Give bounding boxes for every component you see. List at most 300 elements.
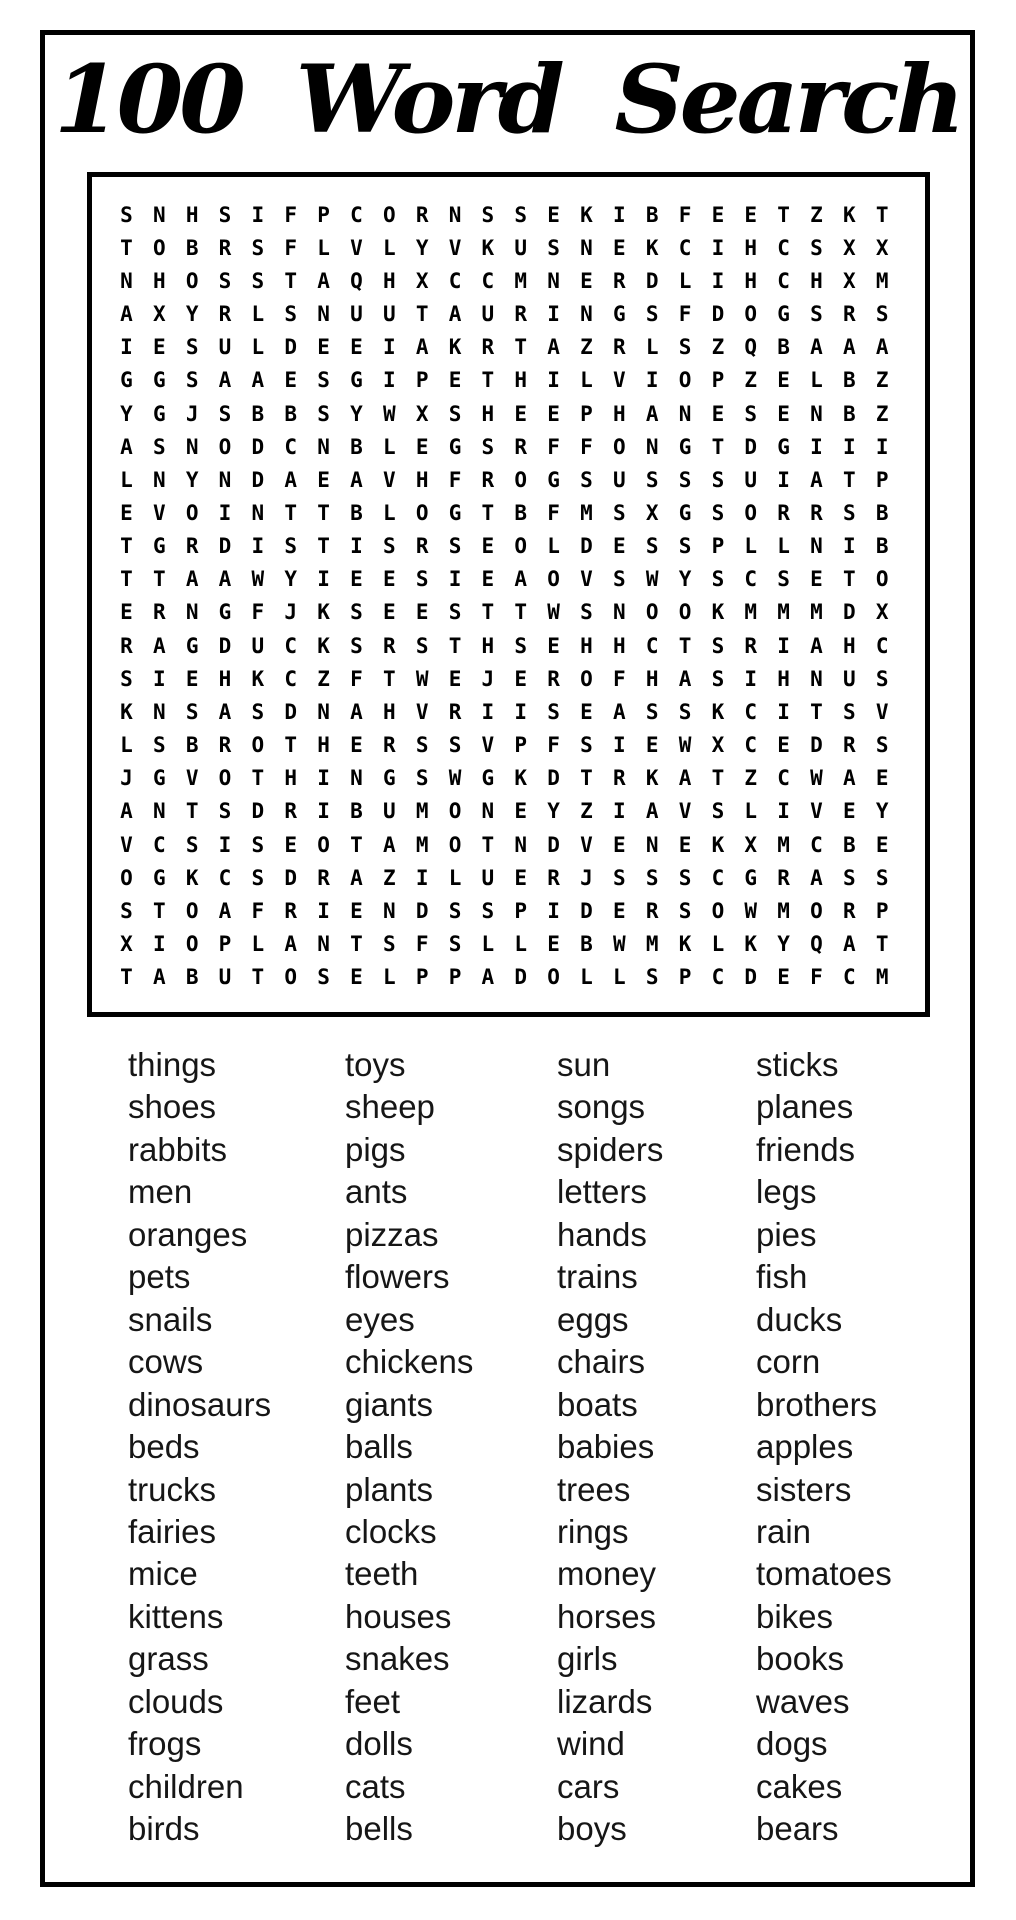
grid-letter: D	[251, 434, 265, 459]
grid-letter: B	[185, 235, 199, 260]
grid-letter: T	[580, 766, 593, 791]
grid-letter: R	[612, 766, 626, 791]
word-item: dogs	[756, 1725, 828, 1763]
grid-letter: B	[645, 202, 659, 227]
word-item: bears	[756, 1810, 839, 1848]
grid-letter: H	[612, 633, 626, 658]
grid-letter: C	[843, 965, 856, 990]
grid-letter: T	[777, 202, 790, 227]
grid-letter: I	[875, 434, 889, 459]
grid-letter: A	[382, 832, 396, 857]
grid-letter: K	[185, 865, 199, 890]
grid-letter: X	[875, 600, 889, 625]
grid-letter: M	[777, 600, 790, 625]
grid-letter: E	[678, 832, 692, 857]
grid-letter: E	[152, 335, 166, 360]
grid-letter: G	[547, 467, 560, 492]
grid-letter: I	[415, 865, 429, 890]
grid-letter: Z	[875, 401, 889, 426]
grid-letter: Q	[350, 268, 363, 293]
grid-letter: C	[744, 733, 758, 758]
grid-letter: I	[711, 268, 725, 293]
grid-letter: T	[843, 467, 856, 492]
grid-row	[110, 861, 925, 894]
grid-letter: J	[120, 766, 133, 791]
grid-letter: W	[448, 766, 462, 791]
grid-letter: I	[317, 766, 330, 791]
grid-letter: H	[777, 666, 790, 691]
grid-letter: A	[350, 699, 363, 724]
grid-letter: E	[382, 567, 396, 592]
grid-letter: V	[382, 467, 396, 492]
word-item: eyes	[345, 1300, 415, 1338]
grid-letter: O	[514, 534, 528, 559]
grid-letter: V	[810, 799, 823, 824]
grid-letter: S	[711, 666, 725, 691]
word-item: rabbits	[128, 1130, 228, 1168]
grid-letter: I	[251, 534, 265, 559]
grid-letter: A	[843, 766, 856, 791]
word-column	[756, 1044, 892, 1851]
grid-letter: T	[448, 633, 462, 658]
word-item: dinosaurs	[128, 1385, 272, 1423]
grid-letter: E	[448, 368, 462, 393]
grid-letter: A	[678, 666, 692, 691]
grid-letter: D	[218, 633, 232, 658]
grid-letter: L	[580, 965, 593, 990]
word-item: fish	[756, 1258, 808, 1296]
grid-letter: S	[547, 235, 560, 260]
grid-letter: S	[251, 699, 265, 724]
grid-letter: S	[415, 567, 429, 592]
grid-letter: E	[711, 202, 725, 227]
grid-letter: H	[317, 733, 330, 758]
grid-letter: L	[382, 500, 396, 525]
grid-letter: O	[120, 865, 133, 890]
word-item: flowers	[345, 1258, 450, 1296]
grid-row	[110, 297, 925, 330]
grid-letter: A	[317, 268, 330, 293]
grid-letter: N	[317, 302, 330, 327]
grid-letter: O	[185, 898, 199, 923]
word-item: fairies	[128, 1512, 217, 1550]
grid-letter: S	[678, 865, 692, 890]
grid-letter: T	[481, 368, 495, 393]
grid-letter: F	[580, 434, 593, 459]
word-item: clocks	[345, 1512, 437, 1550]
grid-letter: T	[350, 932, 363, 957]
grid-letter: E	[547, 401, 560, 426]
word-item: rain	[756, 1512, 812, 1550]
grid-letter: K	[711, 600, 725, 625]
grid-letter: O	[382, 202, 396, 227]
grid-letter: M	[810, 600, 823, 625]
grid-letter: N	[120, 268, 133, 293]
word-item: snails	[128, 1300, 213, 1338]
grid-letter: S	[448, 733, 462, 758]
grid-letter: K	[744, 932, 758, 957]
grid-letter: P	[448, 965, 462, 990]
grid-letter: R	[448, 699, 462, 724]
grid-letter: B	[350, 434, 363, 459]
grid-letter: S	[645, 302, 659, 327]
grid-letter: N	[152, 699, 166, 724]
grid-letter: S	[218, 268, 232, 293]
word-item: pies	[756, 1215, 817, 1253]
grid-letter: V	[415, 699, 429, 724]
grid-letter: N	[152, 467, 166, 492]
word-item: trucks	[128, 1470, 217, 1508]
word-item: toys	[345, 1046, 406, 1083]
word-item: mice	[128, 1555, 198, 1593]
grid-letter: S	[185, 335, 199, 360]
grid-letter: C	[678, 235, 692, 260]
grid-letter: F	[810, 965, 823, 990]
grid-letter: T	[514, 335, 528, 360]
grid-letter: R	[744, 633, 758, 658]
grid-letter: S	[711, 799, 725, 824]
grid-letter: D	[547, 832, 560, 857]
grid-letter: F	[547, 500, 560, 525]
grid-letter: A	[350, 467, 363, 492]
word-item: planes	[756, 1088, 854, 1126]
grid-letter: Z	[317, 666, 330, 691]
grid-letter: D	[415, 898, 429, 923]
grid-letter: D	[645, 268, 659, 293]
grid-letter: D	[580, 898, 593, 923]
grid-letter: E	[514, 401, 528, 426]
grid-letter: L	[251, 302, 265, 327]
word-item: friends	[756, 1130, 856, 1168]
grid-letter: B	[251, 401, 265, 426]
grid-letter: N	[580, 302, 593, 327]
grid-letter: A	[448, 302, 462, 327]
grid-letter: D	[711, 302, 725, 327]
grid-letter: S	[185, 368, 199, 393]
grid-letter: S	[843, 500, 856, 525]
word-item: pigs	[345, 1130, 406, 1168]
grid-letter: N	[152, 799, 166, 824]
puzzle-title: 100 Word Search	[53, 45, 962, 155]
grid-row	[110, 894, 925, 927]
grid-letter: D	[580, 534, 593, 559]
grid-letter: I	[152, 932, 166, 957]
grid-letter: E	[350, 335, 363, 360]
grid-letter: I	[547, 302, 560, 327]
grid-letter: I	[777, 633, 790, 658]
grid-letter: T	[514, 600, 528, 625]
grid-letter: S	[678, 699, 692, 724]
grid-letter: E	[514, 865, 528, 890]
grid-row	[110, 927, 925, 960]
grid-letter: S	[580, 467, 593, 492]
grid-letter: A	[218, 368, 232, 393]
grid-letter: E	[777, 368, 790, 393]
grid-letter: G	[448, 434, 462, 459]
grid-letter: S	[481, 898, 495, 923]
grid-letter: K	[120, 699, 133, 724]
grid-letter: S	[580, 600, 593, 625]
grid-letter: L	[120, 733, 133, 758]
grid-letter: O	[415, 500, 429, 525]
grid-row	[110, 729, 925, 762]
grid-letter: I	[612, 202, 626, 227]
word-item: boys	[557, 1810, 627, 1848]
grid-letter: L	[448, 865, 462, 890]
grid-letter: V	[185, 766, 199, 791]
grid-letter: A	[875, 335, 889, 360]
grid-letter: V	[448, 235, 462, 260]
word-item: horses	[557, 1597, 657, 1635]
grid-letter: I	[514, 699, 528, 724]
grid-letter: E	[514, 799, 528, 824]
grid-letter: I	[382, 335, 396, 360]
grid-letter: T	[152, 898, 166, 923]
word-item: money	[557, 1555, 657, 1593]
grid-letter: C	[218, 865, 232, 890]
grid-letter: I	[382, 368, 396, 393]
grid-row	[110, 430, 925, 463]
word-item: shoes	[128, 1088, 217, 1126]
grid-row	[110, 231, 925, 264]
word-item: songs	[557, 1088, 646, 1126]
grid-letter: D	[514, 965, 528, 990]
word-item: cats	[345, 1767, 406, 1805]
grid-letter: S	[875, 302, 889, 327]
word-item: sheep	[345, 1088, 435, 1126]
grid-letter: G	[152, 865, 166, 890]
grid-letter: U	[218, 335, 232, 360]
grid-letter: F	[448, 467, 462, 492]
word-item: eggs	[557, 1300, 629, 1338]
word-item: brothers	[756, 1385, 878, 1423]
grid-letter: C	[284, 633, 298, 658]
grid-letter: E	[350, 965, 363, 990]
grid-letter: L	[645, 335, 659, 360]
word-item: boats	[557, 1385, 638, 1423]
grid-letter: G	[481, 766, 495, 791]
grid-letter: T	[711, 434, 725, 459]
grid-letter: A	[481, 965, 495, 990]
grid-letter: O	[251, 733, 265, 758]
grid-letter: N	[448, 202, 462, 227]
grid-letter: R	[514, 434, 528, 459]
grid-letter: I	[744, 666, 758, 691]
grid-letter: I	[547, 898, 560, 923]
grid-row	[110, 795, 925, 828]
grid-row	[110, 762, 925, 795]
grid-letter: B	[843, 832, 856, 857]
word-item: plants	[345, 1470, 434, 1508]
grid-letter: F	[284, 202, 298, 227]
grid-letter: C	[810, 832, 823, 857]
grid-letter: R	[415, 534, 429, 559]
grid-letter: H	[645, 666, 659, 691]
grid-letter: C	[777, 235, 790, 260]
grid-letter: O	[711, 898, 725, 923]
grid-letter: I	[612, 799, 626, 824]
grid-letter: L	[612, 965, 626, 990]
grid-letter: X	[744, 832, 758, 857]
word-item: feet	[345, 1682, 401, 1720]
word-item: cars	[557, 1767, 620, 1805]
grid-letter: P	[514, 733, 528, 758]
grid-letter: O	[448, 832, 462, 857]
word-item: babies	[557, 1428, 655, 1466]
word-item: sticks	[756, 1046, 839, 1083]
grid-letter: S	[317, 401, 330, 426]
grid-letter: N	[645, 832, 659, 857]
grid-letter: P	[711, 534, 725, 559]
grid-letter: S	[218, 401, 232, 426]
grid-letter: R	[415, 202, 429, 227]
grid-letter: S	[152, 434, 166, 459]
grid-letter: X	[711, 733, 725, 758]
grid-letter: G	[777, 434, 790, 459]
grid-letter: F	[547, 733, 560, 758]
grid-letter: A	[350, 865, 363, 890]
grid-letter: I	[317, 799, 330, 824]
grid-letter: A	[218, 567, 232, 592]
grid-letter: F	[612, 666, 626, 691]
grid-letter: E	[547, 633, 560, 658]
grid-letter: S	[350, 600, 363, 625]
letter-grid	[110, 198, 925, 994]
grid-letter: I	[218, 832, 232, 857]
word-item: ducks	[756, 1300, 843, 1338]
grid-letter: P	[678, 965, 692, 990]
grid-letter: O	[678, 600, 692, 625]
grid-letter: S	[645, 467, 659, 492]
grid-letter: E	[711, 401, 725, 426]
grid-row	[110, 364, 925, 397]
word-item: chickens	[345, 1343, 474, 1381]
word-item: girls	[557, 1640, 618, 1678]
grid-letter: E	[612, 832, 626, 857]
grid-letter: V	[580, 832, 593, 857]
grid-letter: K	[711, 699, 725, 724]
grid-letter: K	[514, 766, 528, 791]
grid-letter: O	[218, 766, 232, 791]
grid-letter: W	[645, 567, 659, 592]
grid-letter: Z	[744, 766, 758, 791]
grid-letter: G	[185, 633, 199, 658]
word-item: beds	[128, 1428, 200, 1466]
grid-letter: S	[415, 733, 429, 758]
grid-letter: A	[251, 368, 265, 393]
grid-letter: A	[810, 335, 823, 360]
grid-letter: S	[810, 302, 823, 327]
grid-letter: T	[120, 235, 133, 260]
grid-letter: S	[875, 865, 889, 890]
grid-letter: T	[875, 932, 889, 957]
page-border	[40, 30, 975, 1887]
grid-letter: U	[251, 633, 265, 658]
grid-letter: A	[120, 799, 133, 824]
grid-letter: G	[350, 368, 363, 393]
word-item: chairs	[557, 1343, 646, 1381]
grid-letter: V	[120, 832, 133, 857]
grid-letter: S	[744, 401, 758, 426]
grid-letter: R	[777, 865, 790, 890]
grid-letter: P	[218, 932, 232, 957]
grid-letter: O	[152, 235, 166, 260]
grid-letter: K	[645, 235, 659, 260]
grid-letter: T	[317, 500, 330, 525]
word-item: tomatoes	[756, 1555, 892, 1593]
grid-letter: H	[843, 633, 856, 658]
word-item: apples	[756, 1428, 854, 1466]
grid-letter: W	[382, 401, 396, 426]
grid-letter: S	[185, 832, 199, 857]
grid-letter: M	[744, 600, 758, 625]
grid-letter: X	[415, 268, 429, 293]
grid-letter: B	[514, 500, 528, 525]
grid-letter: O	[580, 666, 593, 691]
grid-letter: Y	[185, 302, 199, 327]
grid-letter: T	[284, 500, 298, 525]
word-item: trains	[557, 1258, 638, 1296]
grid-letter: U	[744, 467, 758, 492]
grid-letter: W	[547, 600, 560, 625]
grid-letter: K	[317, 633, 330, 658]
grid-letter: R	[612, 268, 626, 293]
grid-letter: O	[645, 600, 659, 625]
grid-letter: F	[415, 932, 429, 957]
grid-letter: O	[547, 567, 560, 592]
grid-letter: H	[218, 666, 232, 691]
grid-letter: L	[547, 534, 560, 559]
grid-letter: L	[678, 268, 692, 293]
grid-letter: Z	[711, 335, 725, 360]
grid-letter: E	[580, 699, 593, 724]
grid-letter: E	[382, 600, 396, 625]
grid-letter: O	[185, 932, 199, 957]
grid-letter: I	[218, 500, 232, 525]
grid-letter: S	[120, 202, 133, 227]
grid-letter: E	[810, 567, 823, 592]
grid-letter: C	[711, 965, 725, 990]
word-item: dolls	[345, 1725, 413, 1763]
grid-row	[110, 563, 925, 596]
grid-letter: X	[120, 932, 133, 957]
grid-letter: H	[481, 633, 495, 658]
grid-letter: R	[645, 898, 659, 923]
word-item: giants	[345, 1385, 434, 1423]
grid-letter: N	[185, 434, 199, 459]
grid-letter: S	[382, 932, 396, 957]
grid-row	[110, 530, 925, 563]
grid-letter: P	[580, 401, 593, 426]
grid-letter: U	[218, 965, 232, 990]
grid-letter: E	[744, 202, 758, 227]
grid-letter: I	[152, 666, 166, 691]
word-item: birds	[128, 1810, 200, 1848]
grid-letter: I	[547, 368, 560, 393]
grid-letter: N	[317, 434, 330, 459]
grid-letter: T	[843, 567, 856, 592]
grid-letter: T	[120, 965, 133, 990]
grid-letter: C	[448, 268, 462, 293]
word-item: sisters	[756, 1470, 852, 1508]
word-item: ants	[345, 1173, 408, 1211]
grid-letter: N	[382, 898, 396, 923]
grid-letter: N	[317, 699, 330, 724]
grid-letter: S	[612, 500, 626, 525]
word-item: oranges	[128, 1215, 248, 1253]
grid-letter: Z	[580, 335, 593, 360]
grid-letter: V	[580, 567, 593, 592]
